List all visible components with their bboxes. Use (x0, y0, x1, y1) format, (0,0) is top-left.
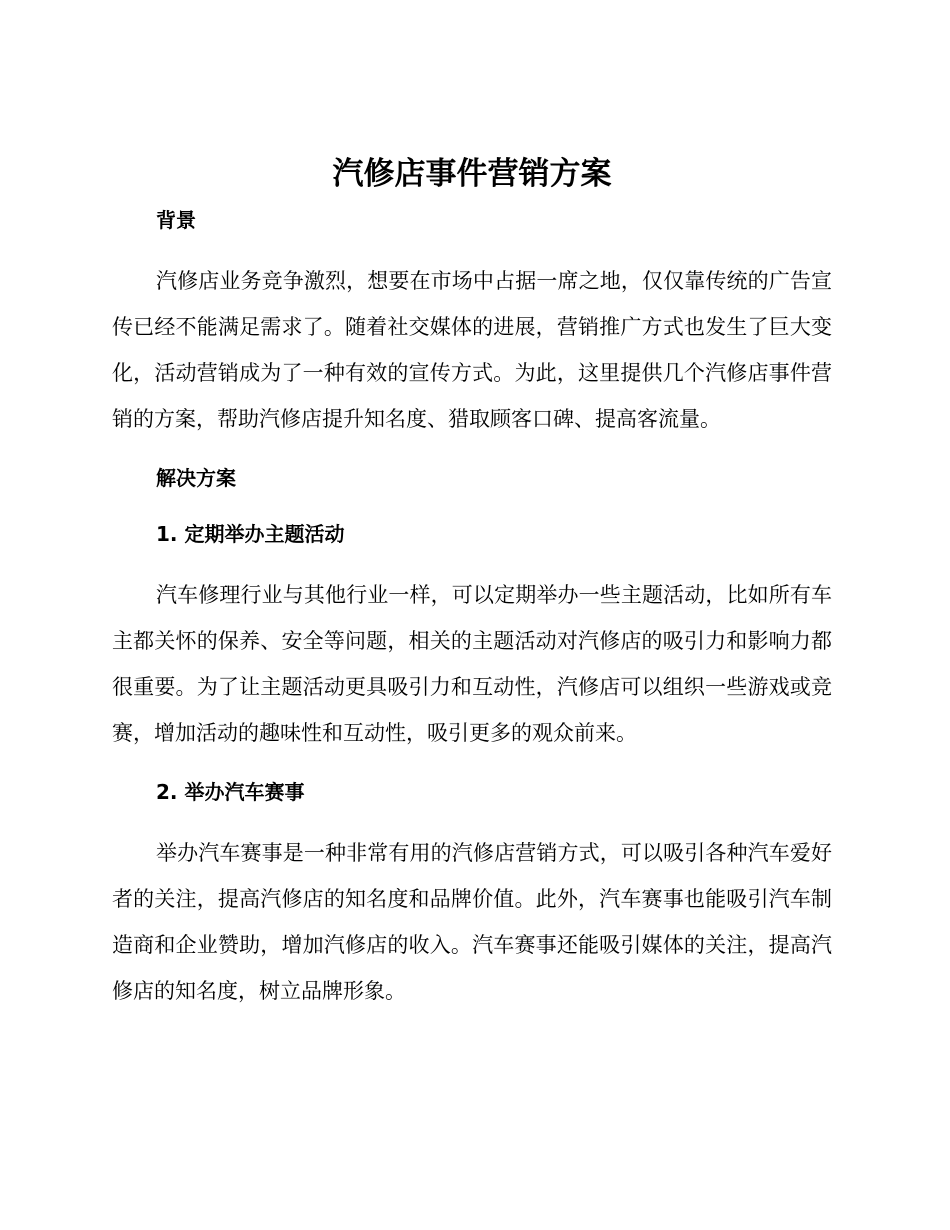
paragraph-solution-2: 举办汽车赛事是一种非常有用的汽修店营销方式，可以吸引各种汽车爱好者的关注，提高汽修店的知名度和品牌价值。此外，汽车赛事也能吸引汽车制造商和企业赞助，增加汽修店的收入。汽车赛事还能吸引媒体的关注，提高汽修店的知名度，树立品牌形象。 (112, 841, 832, 1003)
document-title: 汽修店事件营销方案 (332, 156, 612, 192)
section-heading-solutions: 解决方案 (156, 466, 236, 490)
document-page (112, 148, 832, 1014)
subheading-solution-2: 2. 举办汽车赛事 (156, 780, 305, 804)
paragraph-background: 汽修店业务竞争激烈，想要在市场中占据一席之地，仅仅靠传统的广告宣传已经不能满足需求了。随着社交媒体的进展，营销推广方式也发生了巨大变化，活动营销成为了一种有效的宣传方式。为此，这里提供几个汽修店事件营销的方案，帮助汽修店提升知名度、猎取顾客口碑、提高客流量。 (112, 269, 832, 431)
subheading-solution-1: 1. 定期举办主题活动 (156, 522, 345, 546)
paragraph-solution-1: 汽车修理行业与其他行业一样，可以定期举办一些主题活动，比如所有车主都关怀的保养、安全等问题，相关的主题活动对汽修店的吸引力和影响力都很重要。为了让主题活动更具吸引力和互动性，汽修店可以组织一些游戏或竞赛，增加活动的趣味性和互动性，吸引更多的观众前来。 (112, 583, 832, 745)
section-heading-background: 背景 (156, 208, 196, 232)
